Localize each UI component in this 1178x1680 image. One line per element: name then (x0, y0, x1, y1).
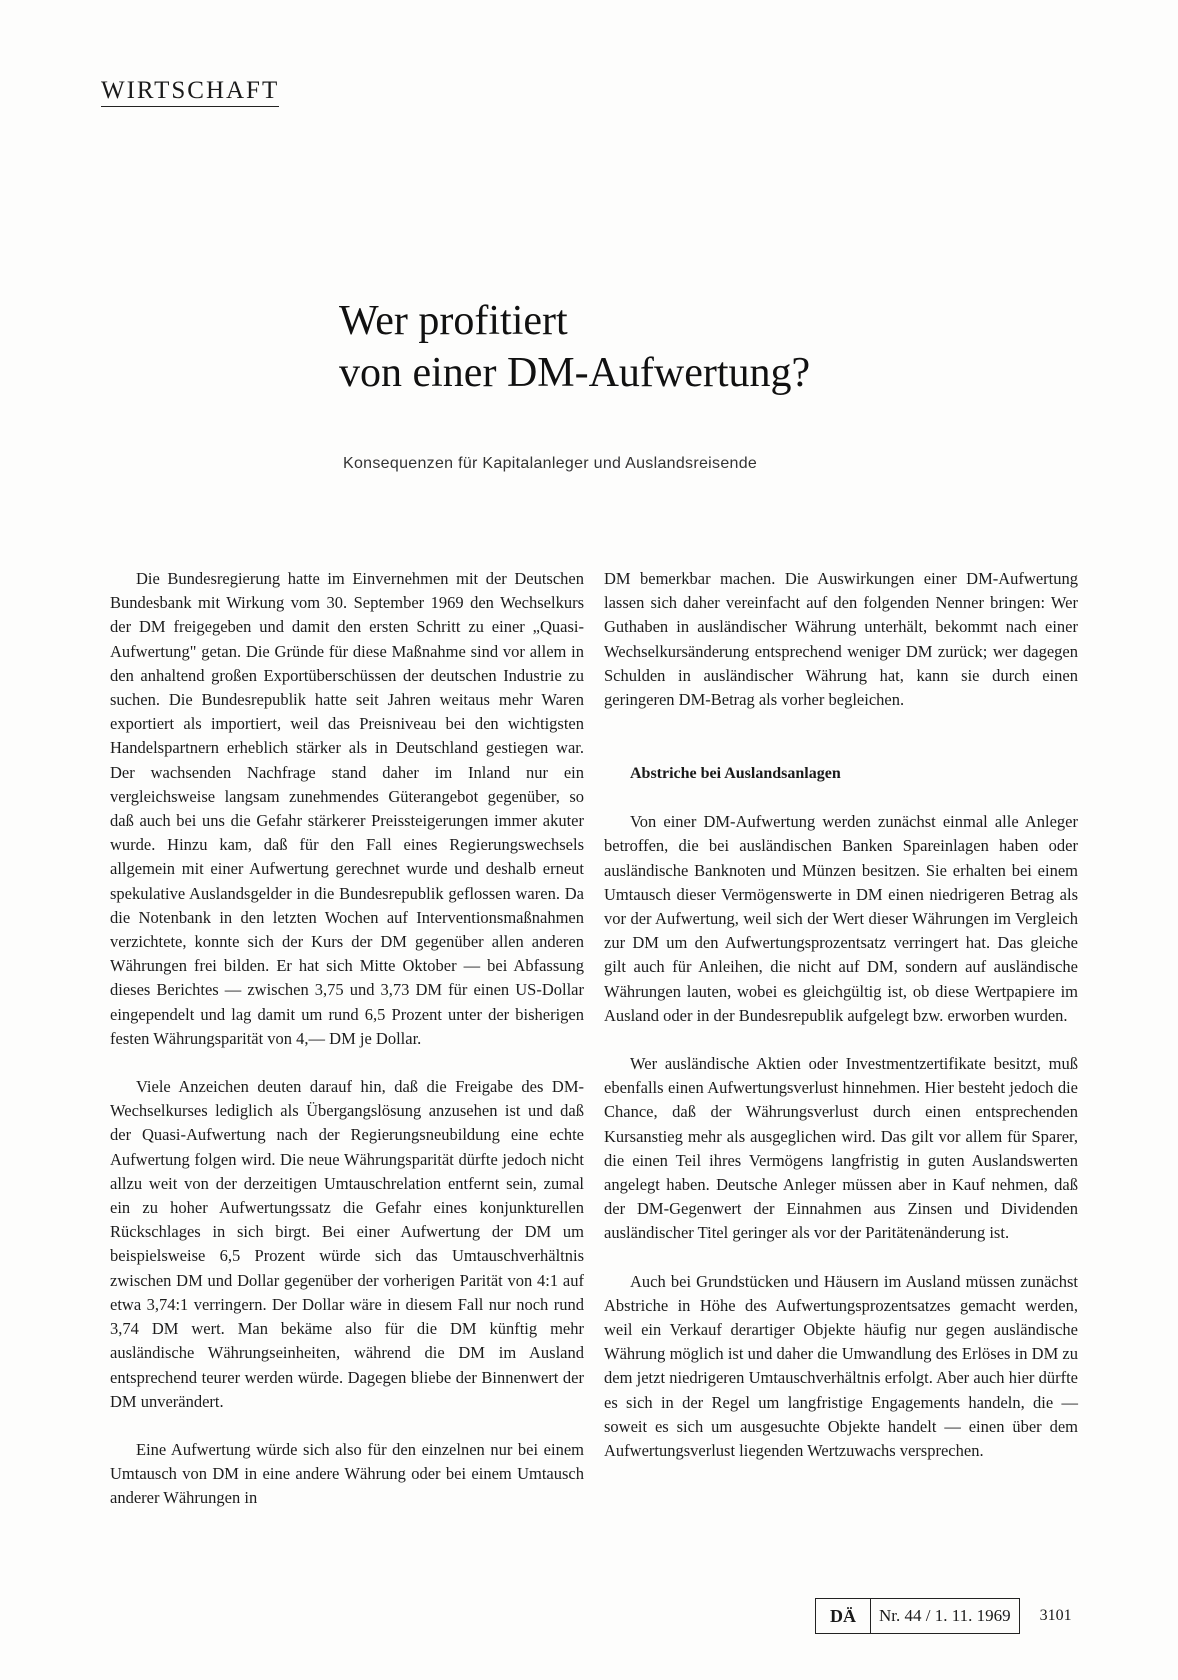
title-line-1: Wer profitiert (339, 298, 568, 344)
paragraph: Die Bundesregierung hatte im Einvernehmen mit der Deutschen Bundesbank mit Wirkung vom 30. September 1969 den Wechselkurs der DM freigegeben und damit den ersten Schritt zu einer „Quasi-Aufwertung" getan. Die Gründe für diese Maßnahme sind vor allem in den anhaltend großen Exportüberschüssen der deutschen Industrie zu suchen. Die Bundesrepublik hatte seit Jahren weitaus mehr Waren exportiert als importiert, weil das Preisniveau bei den wichtigsten Handelspartnern erheblich stärker als in Deutschland gestiegen war. Der wachsenden Nachfrage stand daher im Inland nur ein vergleichsweise langsam zunehmendes Güterangebot gegenüber, so daß auch bei uns die Gefahr stärkerer Preissteigerungen immer akuter wurde. Hinzu kam, daß für den Fall eines Regierungswechsels allgemein mit einer Aufwertung gerechnet wurde und deshalb erneut spekulative Auslandsgelder in die Bundesrepublik geflossen waren. Da die Notenbank in den letzten Wochen auf Interventionsmaßnahmen verzichtete, konnte sich der Kurs der DM gegenüber allen anderen Währungen frei bilden. Er hat sich Mitte Oktober — bei Abfassung dieses Berichtes — zwischen 3,75 und 3,73 DM für einen US-Dollar eingependelt und lag damit um rund 6,5 Prozent unter der bisherigen festen Währungsparität von 4,— DM je Dollar. (110, 569, 584, 1048)
paragraph-continuation: DM bemerkbar machen. Die Auswirkungen einer DM-Aufwertung lassen sich daher vereinfacht auf den folgenden Nenner bringen: Wer Guthaben in ausländischer Währung unterhält, bekommt nach einer Wechselkursänderung entsprechend weniger DM zurück; wer dagegen Schulden in ausländischer Währung hat, kann sie durch einen geringeren DM-Betrag als vorher begleichen. (604, 569, 1078, 710)
page-number: 3101 (1039, 1607, 1072, 1624)
journal-box (815, 1598, 1020, 1634)
article-title (339, 295, 810, 399)
journal-abbrev: DÄ (816, 1599, 871, 1633)
paragraph: Auch bei Grundstücken und Häusern im Ausland müssen zunächst Abstriche in Höhe des Aufwertungsprozentsatzes gemacht werden, weil ein Verkauf derartiger Objekte häufig nur gegen ausländische Währung möglich ist und daher die Umwandlung des Erlöses in DM zu dem jetzt niedrigeren Umtauschverhältnis erfolgt. Aber auch hier dürfte es sich in der Regel um langfristige Engagements handeln, die — soweit es sich um ausgesuchte Objekte handelt — einen über dem Aufwertungsverlust liegenden Wertzuwachs versprechen. (604, 1271, 1078, 1461)
section-label: WIRTSCHAFT (101, 76, 279, 107)
paragraph: Von einer DM-Aufwertung werden zunächst einmal alle Anleger betroffen, die bei ausländischen Banken Spareinlagen haben oder ausländische Banknoten und Münzen besitzen. Sie erhalten bei einem Umtausch dieser Vermögenswerte in DM einen niedrigeren Betrag als vor der Aufwertung, weil sich der Wert dieser Währungen im Vergleich zur DM um den Aufwertungsprozentsatz verringert hat. Das gleiche gilt auch für Anleihen, die nicht auf DM, sondern auf ausländische Währungen lauten, wobei es gleichgültig ist, ob diese Wertpapiere im Ausland oder in der Bundesrepublik aufgelegt bzw. erworben wurden. (604, 812, 1078, 1025)
paragraph: Eine Aufwertung würde sich also für den einzelnen nur bei einem Umtausch von DM in eine andere Währung oder bei einem Umtausch anderer Währungen in (110, 1439, 584, 1508)
right-column (604, 567, 1078, 1463)
article-subtitle: Konsequenzen für Kapitalanleger und Auslandsreisende (343, 455, 758, 472)
title-line-2: von einer DM-Aufwertung? (339, 350, 811, 396)
paragraph: Wer ausländische Aktien oder Investmentzertifikate besitzt, muß ebenfalls einen Aufwertungsverlust hinnehmen. Hier besteht jedoch die Chance, daß der Währungsverlust durch einen entsprechenden Kursanstieg mehr als ausgeglichen wird. Das gilt vor allem für Sparer, die einen Teil ihres Vermögens langfristig in guten Auslandswerten angelegt haben. Deutsche Anleger müssen aber in Kauf nehmen, daß der DM-Gegenwert der Einnahmen aus Zinsen und Dividenden ausländischer Titel geringer als vor der Paritätenänderung ist. (604, 1054, 1078, 1243)
section-subhead: Abstriche bei Auslandsanlagen (630, 765, 841, 783)
paragraph: Viele Anzeichen deuten darauf hin, daß die Freigabe des DM-Wechselkurses lediglich als Übergangslösung anzusehen ist und daß der Quasi-Aufwertung nach der Regierungsneubildung eine echte Aufwertung folgen wird. Die neue Währungsparität dürfte jedoch nicht allzu weit von der derzeitigen Umtauschrelation entfernt sein, zumal ein zu hoher Aufwertungssatz die Gefahr eines konjunkturellen Rückschlages in sich birgt. Bei einer Aufwertung der DM um beispielsweise 6,5 Prozent würde sich das Umtauschverhältnis zwischen DM und Dollar gegenüber der vorherigen Parität von 4:1 auf etwa 3,74:1 verringern. Der Dollar wäre in diesem Fall nur noch rund 3,74 DM wert. Man bekäme also für die DM künftig mehr ausländische Währungseinheiten, während die DM im Ausland entsprechend teurer werden würde. Dagegen bliebe der Binnenwert der DM unverändert. (110, 1077, 584, 1411)
issue-info: Nr. 44 / 1. 11. 1969 (879, 1606, 1011, 1625)
page-footer (815, 1598, 1072, 1634)
left-column (110, 567, 584, 1511)
